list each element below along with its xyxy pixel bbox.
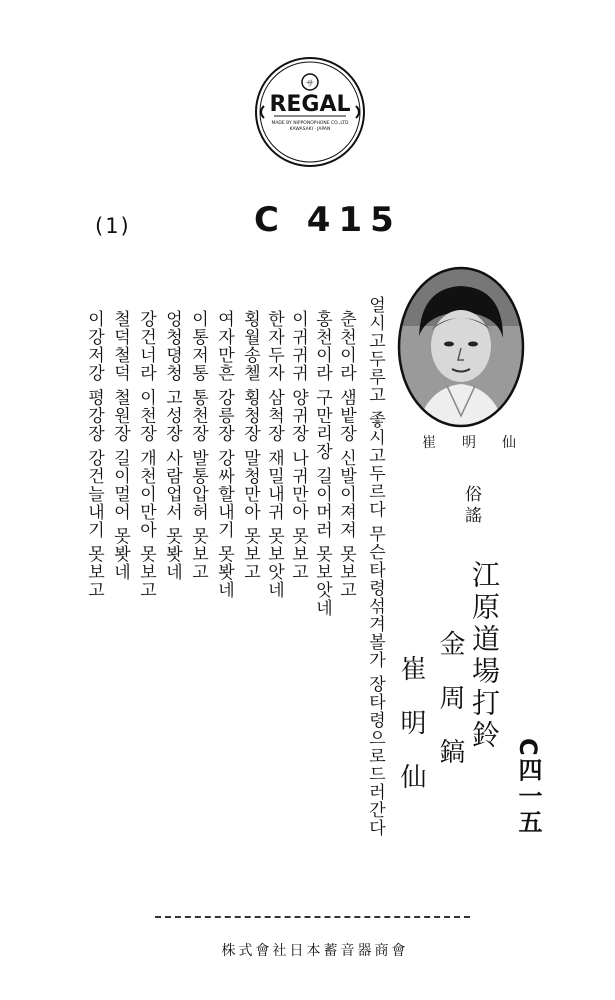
- logo-brand-text: REGAL: [269, 92, 351, 117]
- logo-small-text-2: KAWASAKI · JAPAN: [289, 127, 331, 132]
- song-title: 江原道場打鈴: [468, 560, 501, 752]
- lyric-line: 이귀귀귀 양귀장 나귀만아 못보고: [288, 310, 308, 582]
- page-number: (1): [95, 214, 131, 238]
- footer-divider: [155, 916, 470, 918]
- lyric-line: 강건너라 이천장 개천이만아 못보고: [136, 310, 156, 600]
- performer-name-1: 金周鎬: [435, 630, 465, 792]
- lyric-line: 홍천이라 구만리장 길이머러 못보앗네: [312, 310, 332, 618]
- lyric-line: 횡월송첼 횡청장 말청만아 못보고: [240, 310, 260, 582]
- lyric-line: 엉청뎡청 고성장 사람업서 못봣네: [162, 310, 182, 582]
- performer-portrait: [397, 266, 525, 428]
- lyric-line: 춘천이라 샘밭장 신발이져져 못보고: [336, 310, 356, 600]
- regal-logo: [254, 56, 366, 168]
- lyric-line: 얼시고두루고 좋시고두르다 무슨타령섞겨볼가 장타령으로드러간다: [365, 296, 385, 838]
- catalog-number: C 415: [254, 200, 402, 240]
- genre-label: 俗謠: [461, 485, 481, 527]
- lyric-line: 철덕철덕 철원장 길이멀어 못봣네: [110, 310, 130, 582]
- lyric-line: 여자만흔 강릉장 강싸할내기 못봣네: [214, 310, 234, 600]
- svg-text:サ: サ: [306, 79, 314, 88]
- company-name: 株式會社日本蓄音器商會: [221, 943, 409, 959]
- lyric-line: 이통저통 통천장 발통압허 못보고: [188, 310, 208, 582]
- lyric-line: 이강저강 평강장 강건늘내기 못보고: [84, 310, 104, 600]
- photo-caption: 崔明仙: [422, 435, 542, 451]
- catalog-number-vertical: C四一五: [514, 738, 542, 836]
- lyric-line: 한자두자 삼척장 재밀내귀 못보앗네: [264, 310, 284, 600]
- performer-name-2: 崔明仙: [396, 655, 426, 817]
- logo-small-text-1: MADE BY NIPPONOPHONE CO.,LTD: [271, 121, 349, 126]
